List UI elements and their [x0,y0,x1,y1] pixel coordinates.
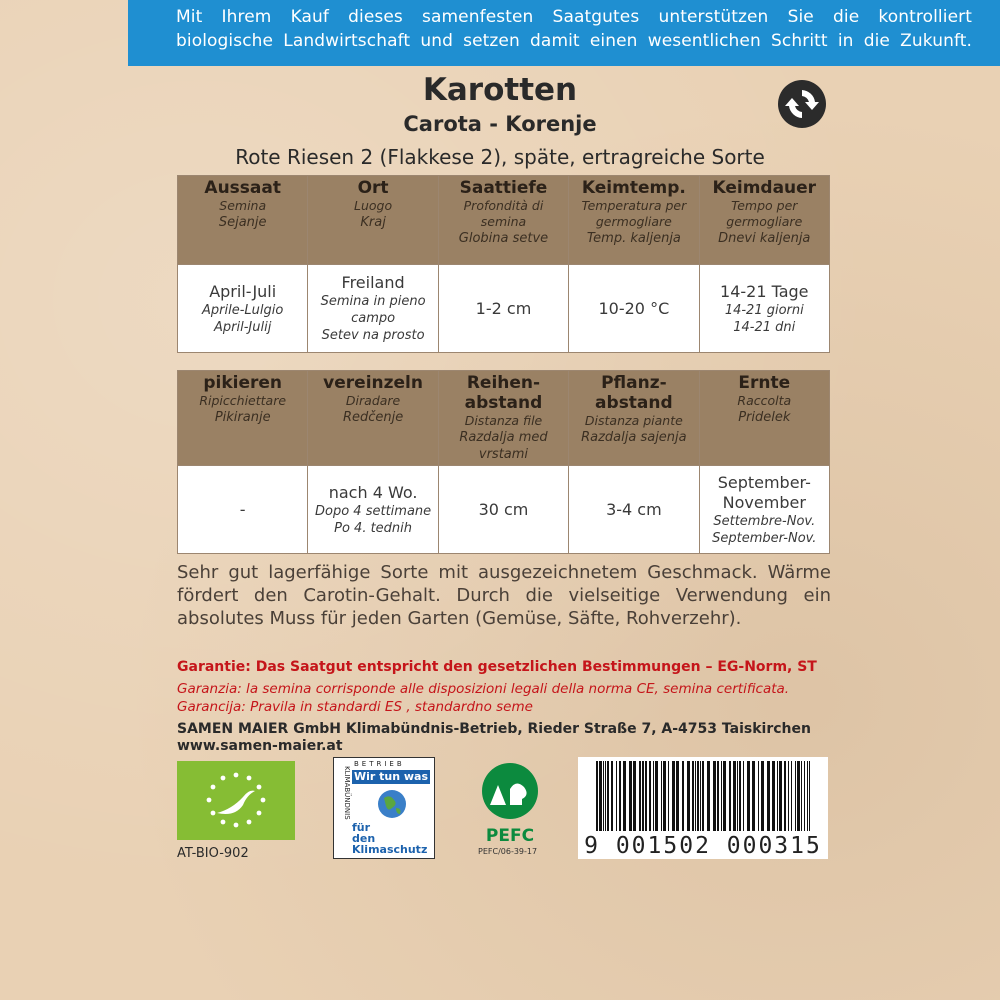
barcode-bar [687,761,690,831]
col-header-saattiefe: Saattiefe Profondità di semina Globina setve [438,176,568,265]
barcode-bar [733,761,736,831]
pefc-code: PEFC/06-39-17 [478,847,538,856]
barcode-bar [605,761,606,831]
barcode-bar [616,761,617,831]
globe-icon [376,788,408,820]
barcode-bar [629,761,632,831]
cell-saattiefe: 1-2 cm [438,265,568,353]
guarantee-sl: Garancija: Pravila in standardi ES , standardno seme [177,699,533,715]
col-header-keimdauer: Keimdauer Tempo per germogliare Dnevi kaljenja [699,176,829,265]
barcode-bar [645,761,647,831]
barcode-bar [791,761,792,831]
col-header-vereinzeln: vereinzeln Diradare Redčenje [308,371,438,466]
barcode-bar [692,761,694,831]
barcode-bar [737,761,738,831]
barcode-bar [713,761,716,831]
pefc-logo [470,761,550,861]
care-table [177,370,830,554]
barcode-bar [758,761,759,831]
barcode-bar [668,761,669,831]
cell-reihenabstand: 30 cm [438,466,568,554]
cell-ernte: September-November Settembre-Nov. September-Nov. [699,466,829,554]
barcode-bar [619,761,621,831]
info-banner [128,0,1000,66]
barcode-bar [743,761,744,831]
company-website[interactable]: www.samen-maier.at [177,738,343,754]
klima-vertical-text: KLIMABÜNDNIS [343,766,351,820]
barcode-bar [723,761,726,831]
barcode-bar [695,761,696,831]
company-address: SAMEN MAIER GmbH Klimabündnis-Betrieb, Rieder Straße 7, A-4753 Taiskirchen [177,721,811,737]
barcode-bar [611,761,613,831]
barcode-bar [752,761,755,831]
barcode-bar [739,761,741,831]
barcode-bar [772,761,775,831]
barcode-bar [697,761,699,831]
barcode-bar [676,761,679,831]
barcode-bar [649,761,651,831]
barcode-bar [761,761,764,831]
cell-pflanzabstand: 3-4 cm [569,466,699,554]
cell-ort: Freiland Semina in pieno campo Setev na prosto [308,265,438,353]
barcode-bar [747,761,750,831]
klima-betrieb-text: BETRIEB [354,760,405,768]
barcode-bar [801,761,802,831]
klima-slogan: Wir tun was [353,770,429,783]
recycle-icon [778,80,826,128]
col-header-reihenabstand: Reihen-abstand Distanza file Razdalja med vrstami [438,371,568,466]
col-header-ernte: Ernte Raccolta Pridelek [699,371,829,466]
barcode-bar [804,761,805,831]
barcode-bar [717,761,719,831]
barcode-bar [807,761,808,831]
barcode-bar [795,761,796,831]
barcode-bar [633,761,636,831]
banner-line-1: Mit Ihrem Kauf dieses samenfesten Saatgutes unterstützen Sie die kontrolliert [176,7,972,27]
barcode-bar [707,761,710,831]
barcode-bar [655,761,658,831]
barcode-bar [661,761,662,831]
guarantee-de: Garantie: Das Saatgut entspricht den gesetzlichen Bestimmungen – EG-Norm, ST [177,659,817,675]
barcode-bar [779,761,782,831]
product-title: Karotten [422,72,578,108]
product-description: Rote Riesen 2 (Flakkese 2), späte, ertragreiche Sorte [235,145,765,169]
barcode-bar [607,761,609,831]
barcode-bar [729,761,731,831]
barcode-bar [653,761,654,831]
barcode-bar [672,761,675,831]
cell-pikieren: - [178,466,308,554]
eu-bio-code: AT-BIO-902 [177,846,249,861]
product-subtitle: Carota - Korenje [403,112,597,136]
barcode-bar [700,761,701,831]
barcode-bar [596,761,598,831]
barcode-bar [682,761,684,831]
pefc-name: PEFC [485,826,535,846]
guarantee-it: Garanzia: la semina corrisponde alle disposizioni legali della norma CE, semina certificata. [177,681,790,697]
barcode-bar [767,761,770,831]
cell-keimtemp: 10-20 °C [569,265,699,353]
barcode-bar [797,761,800,831]
col-header-pflanzabstand: Pflanz-abstand Distanza piante Razdalja sajenja [569,371,699,466]
barcode-bar [702,761,704,831]
barcode-number: 9 001502 000315 [578,833,828,859]
barcode-bar [642,761,644,831]
klima-climate-text: für den Klimaschutz [352,821,428,856]
barcode-bar [603,761,604,831]
barcode-bar [623,761,626,831]
klimabuendnis-logo [333,757,435,859]
barcode-bar [639,761,641,831]
barcode-bar [784,761,786,831]
cell-vereinzeln: nach 4 Wo. Dopo 4 settimane Po 4. tednih [308,466,438,554]
col-header-aussaat: Aussaat Semina Sejanje [178,176,308,265]
col-header-keimtemp: Keimtemp. Temperatura per germogliare Temp. kaljenja [569,176,699,265]
barcode-bar [599,761,602,831]
variety-note: Sehr gut lagerfähige Sorte mit ausgezeichnetem Geschmack. Wärme fördert den Carotin-Gehalt. Durch die vielseitige Verwendung ein absolutes Muss für jeden Garten (Gemüse, Säfte, Rohverzehr). [177,562,831,629]
sowing-table [177,175,830,353]
col-header-pikieren: pikieren Ripicchiettare Pikiranje [178,371,308,466]
cell-keimdauer: 14-21 Tage 14-21 giorni 14-21 dni [699,265,829,353]
cell-aussaat: April-Juli Aprile-Lulgio April-Julij [178,265,308,353]
barcode-bar [788,761,789,831]
barcode-bar [663,761,666,831]
barcode-bar [721,761,722,831]
barcode-bar [809,761,810,831]
barcode-bar [777,761,778,831]
banner-line-2: biologische Landwirtschaft und setzen damit einen wesentlichen Schritt in die Zukunft. [176,31,972,51]
eu-organic-logo [177,761,295,840]
col-header-ort: Ort Luogo Kraj [308,176,438,265]
